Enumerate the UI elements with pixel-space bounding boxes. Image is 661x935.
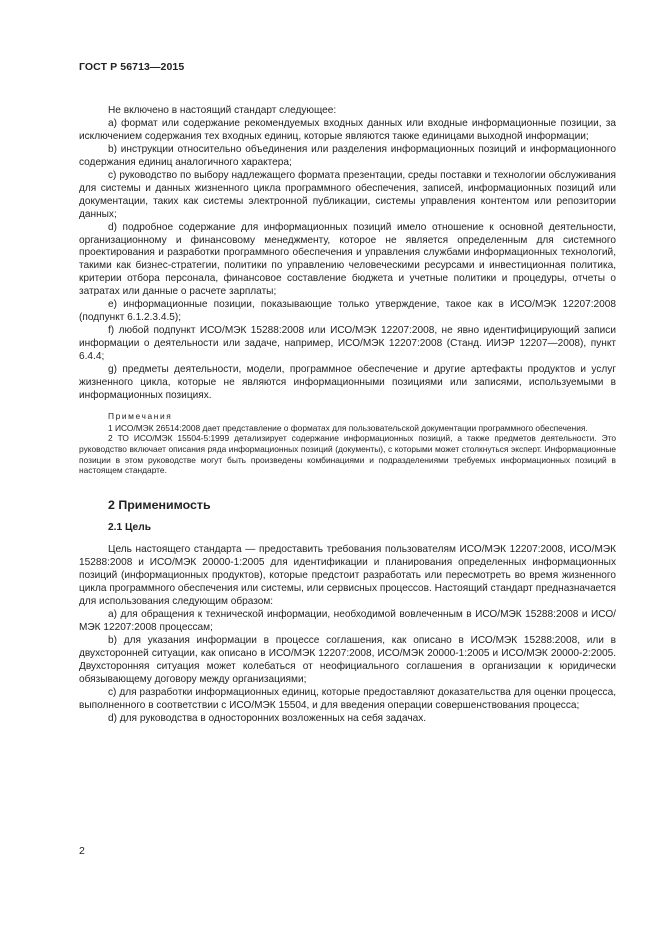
page-number: 2 [79,845,85,857]
purpose-item-c: c) для разработки информационных единиц, которые предоставляют доказательства для оценки процесса, выполненного в соответствии с ИСО/МЭК 15504, и для введения операции совершенствования процесса; [79,686,616,711]
note-1: 1 ИСО/МЭК 26514:2008 дает представление о форматах для пользовательской документации программного обеспечения. [108,422,588,433]
document-code: ГОСТ Р 56713—2015 [79,61,185,73]
note-2: 2 ТО ИСО/МЭК 15504-5:1999 детализирует содержание информационных позиций, а также предметов деятельности. Это руководство включает описания ряда информационных позиций (документы), с которыми может столкнуться эксперт. Информационные позиции в этом руководстве могут быть произведены комбинациями и подразделениями требуемых информационных позиций в настоящем стандарте. [79,433,616,476]
notes-block [79,411,616,476]
purpose-lead: Цель настоящего стандарта — предоставить требования пользователям ИСО/МЭК 12207:2008, ИСО/МЭК 15288:2008 и ИСО/МЭК 20000-1:2005 для идентификации и планирования определенных информационных позиций (информационных продуктов), которые предстоит разработать или пересмотреть во время жизненного цикла программного обеспечения или системы, или сервисных процессов. Настоящий стандарт предназначается для использования следующим образом: [79,544,616,607]
intro-item-f: f) любой подпункт ИСО/МЭК 15288:2008 или ИСО/МЭК 12207:2008, не явно идентифицирующий записи информации о деятельности или задаче, например, ИСО/МЭК 12207:2008 (Станд. ИИЭР 12207—2008), пункт 6.4.4; [79,325,616,363]
intro-item-e: e) информационные позиции, показывающие только утверждение, такое как в ИСО/МЭК 12207:2008 (подпункт 6.1.2.3.4.5); [79,299,616,324]
notes-title: Примечания [108,410,173,421]
intro-item-a: a) формат или содержание рекомендуемых входных данных или входные информационные позиции, за исключением содержания тех входных единиц, которые являются также единицами выходной информации; [79,117,616,142]
page-body [79,105,616,725]
section-title: 2 Применимость [108,498,211,513]
intro-item-d: d) подробное содержание для информационных позиций имело отношение к основной деятельности, организационному и финансовому менеджменту, которое не является определенным для системного проектирования и разработки программного обеспечения и управления службами информационных технологий, такими как бизнес-стратегии, политики по управлению человеческими ресурсами и инвестиционная политика, критерии отбора персонала, финансовое составление бюджета и учетные политики и процедуры, отчеты о затратах или данные о расчете зарплаты; [79,221,616,298]
subsection-title: 2.1 Цель [108,522,151,534]
intro-lead: Не включено в настоящий стандарт следующее: [108,105,337,116]
purpose-item-d: d) для руководства в односторонних возложенных на себя задачах. [108,712,427,724]
intro-item-c: c) руководство по выбору надлежащего формата презентации, среды поставки и технологии обслуживания для системы и данных жизненного цикла программного обеспечения, записей, информационных позиций или документации, таких как системы электронной публикации, системы управления контентом или репозитории данных; [79,169,616,220]
intro-item-b: b) инструкции относительно объединения или разделения информационных позиций и информационного содержания единиц аналогичного характера; [79,143,616,168]
intro-item-g: g) предметы деятельности, модели, программное обеспечение и другие артефакты продуктов и услуг жизненного цикла, которые не являются информационными позициями или записями, используемыми в информационных позициях. [79,364,616,401]
purpose-item-b: b) для указания информации в процессе соглашения, как описано в ИСО/МЭК 15288:2008, или в двухсторонней ситуации, как описано в ИСО/МЭК 12207:2008, ИСО/МЭК 20000-1:2005 и ИСО/МЭК 20000-2:2005. Двухсторонняя ситуация может колебаться от неофициального соглашения в организации к юридически обязывающему договору между организациями; [79,634,616,685]
purpose-item-a: a) для обращения к технической информации, необходимой вовлеченным в ИСО/МЭК 15288:2008 и ИСО/МЭК 12207:2008 процессам; [79,608,616,633]
